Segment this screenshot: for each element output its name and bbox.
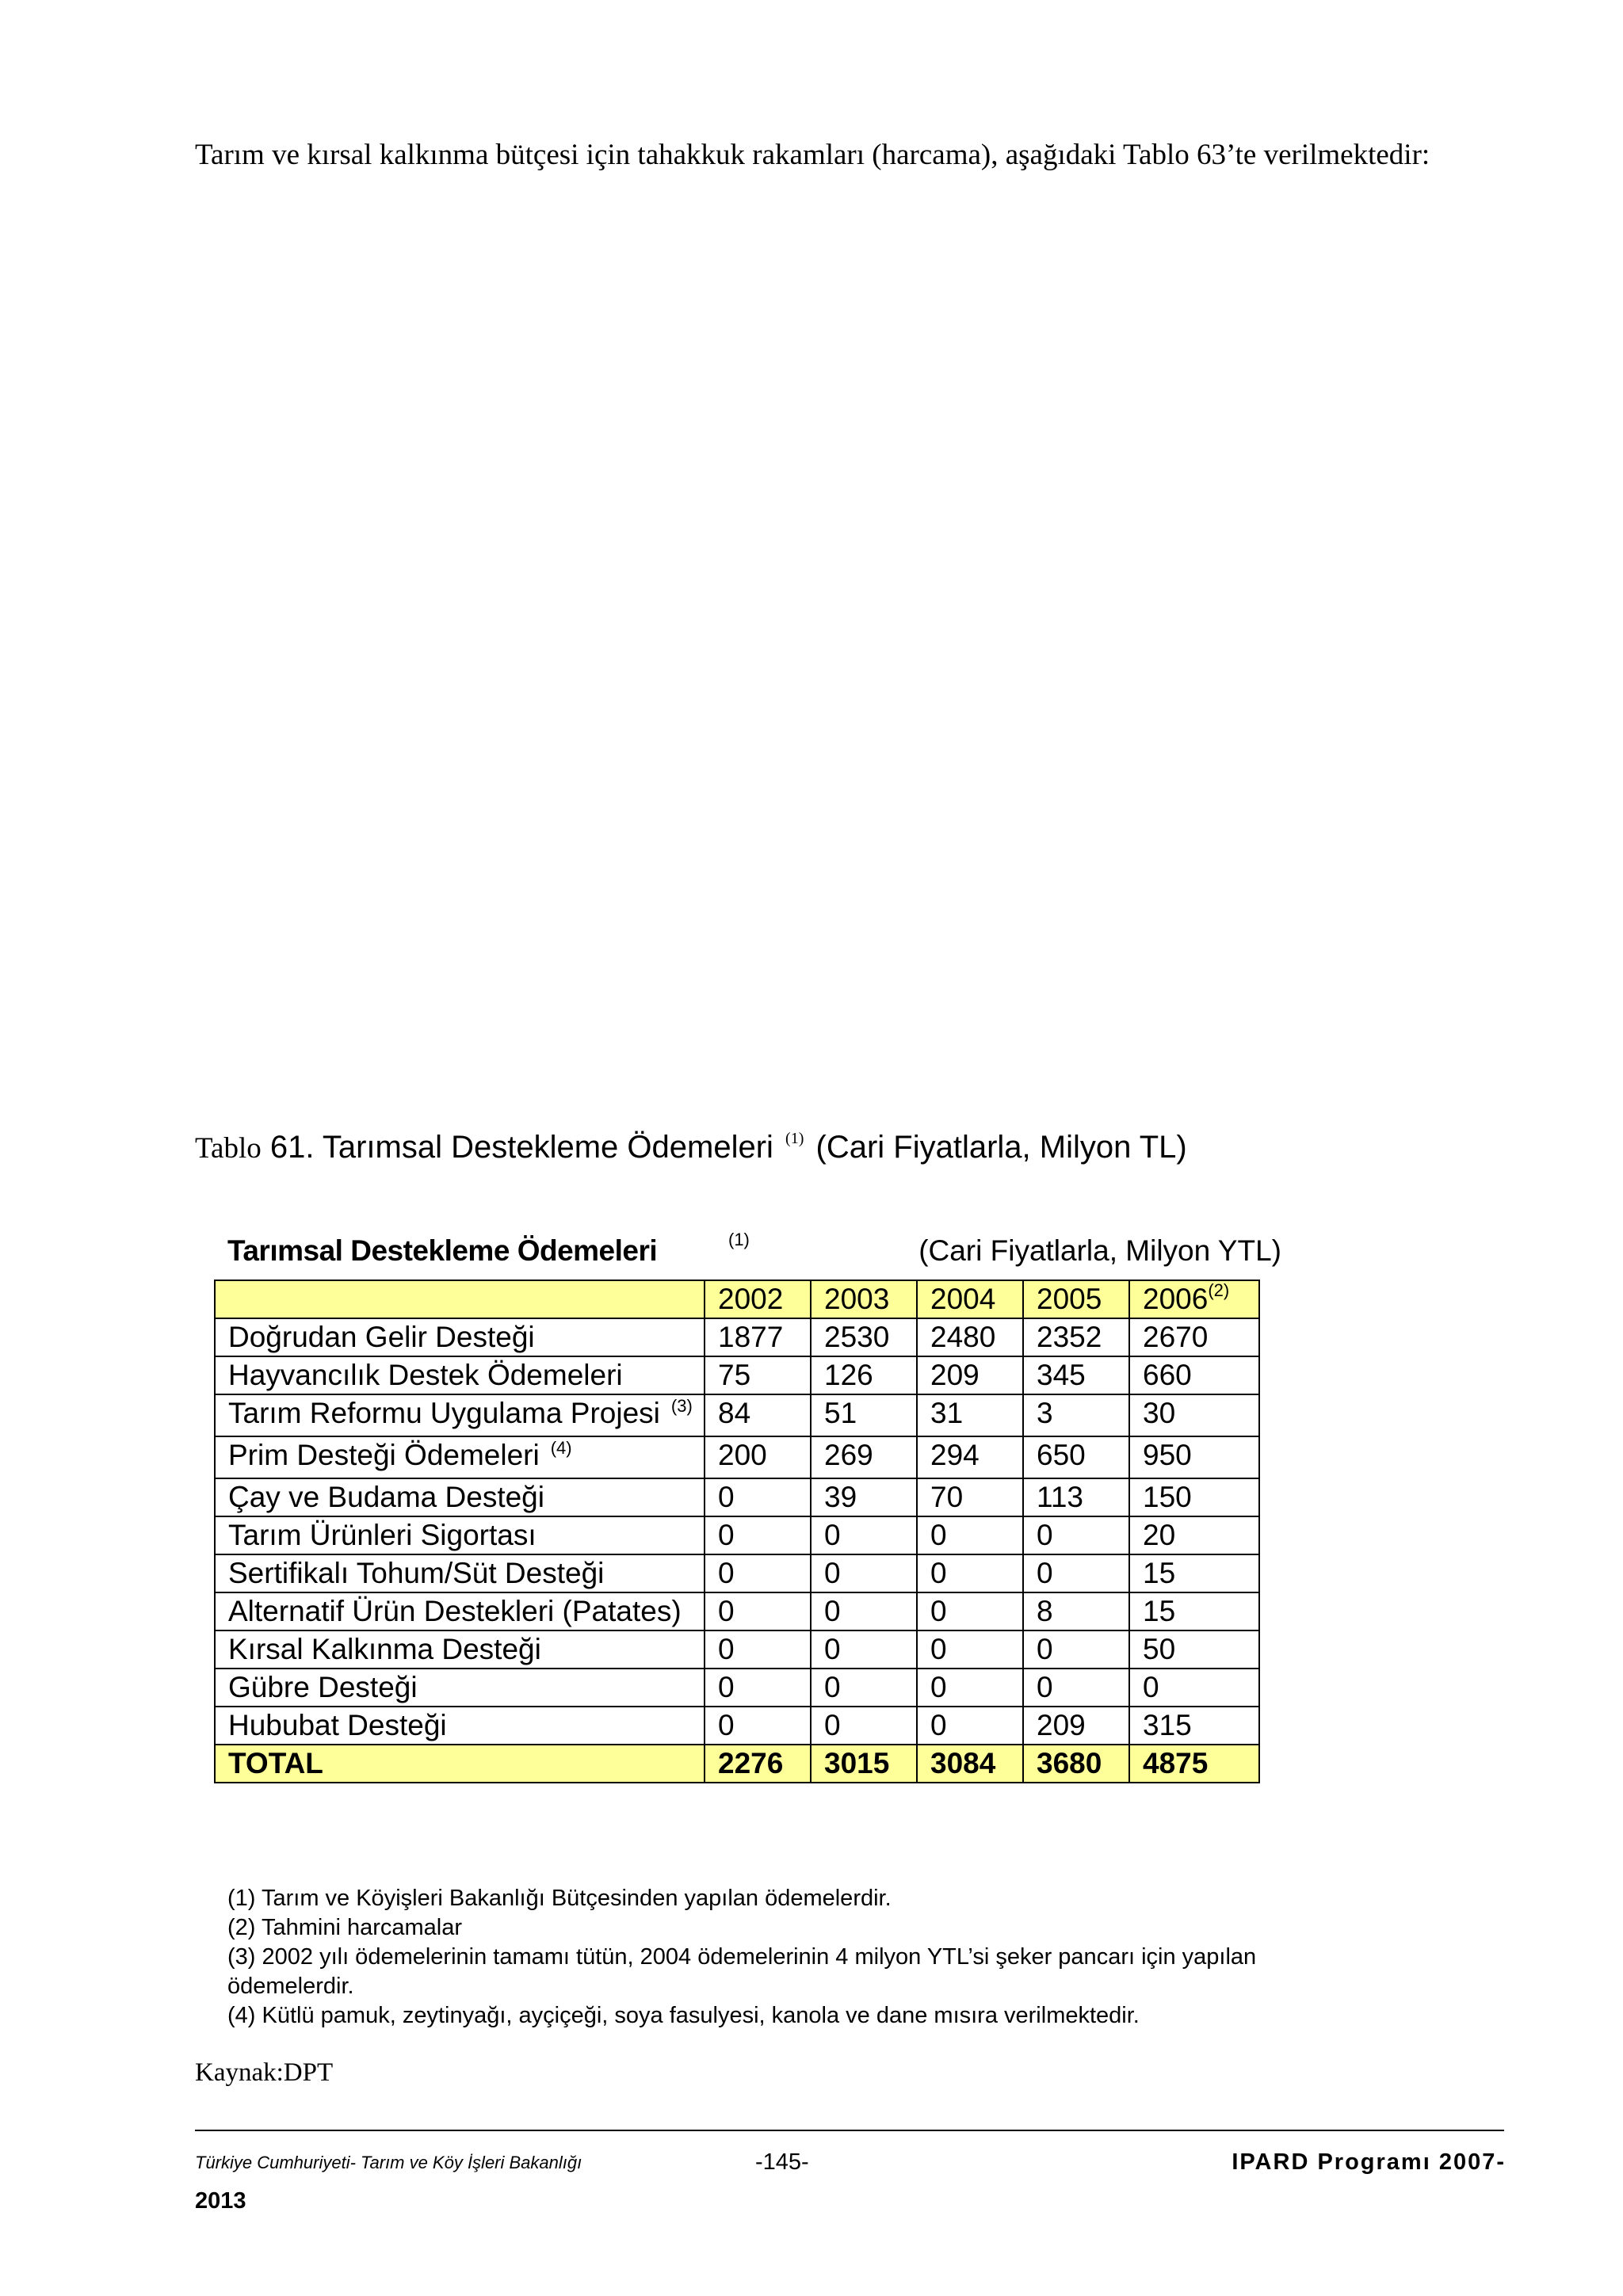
value-cell-2005: 345 xyxy=(1023,1356,1129,1394)
value-cell-2006: 950 xyxy=(1129,1436,1259,1478)
total-value-2002: 2276 xyxy=(705,1745,811,1783)
footer-ministry: Türkiye Cumhuriyeti- Tarım ve Köy İşleri Bakanlığı xyxy=(195,2153,582,2172)
value-cell-2004: 0 xyxy=(917,1516,1023,1554)
value-cell-2006: 0 xyxy=(1129,1669,1259,1707)
year-header-2006: 2006$^{(2)}$ xyxy=(1129,1280,1259,1318)
value-cell-2005: 650 xyxy=(1023,1436,1129,1478)
footer-divider xyxy=(195,2130,1504,2131)
page-number: -145- xyxy=(755,2149,809,2175)
table-row xyxy=(215,1554,1259,1592)
value-cell-2006: 660 xyxy=(1129,1356,1259,1394)
row-label: Tarım Reformu Uygulama Projesi $^{(3)}$ xyxy=(215,1394,705,1436)
value-cell-2003: 0 xyxy=(811,1592,917,1630)
footnote-2: (2) Tahmini harcamalar xyxy=(227,1915,463,1940)
table-units: (Cari Fiyatlarla, Milyon YTL) xyxy=(918,1234,1281,1267)
table-title-footnote-ref: (1) xyxy=(728,1230,750,1249)
value-cell-2004: 294 xyxy=(917,1436,1023,1478)
value-cell-2002: 1877 xyxy=(705,1318,811,1356)
value-cell-2002: 0 xyxy=(705,1478,811,1516)
value-cell-2002: 0 xyxy=(705,1516,811,1554)
value-cell-2003: 0 xyxy=(811,1707,917,1745)
value-cell-2003: 126 xyxy=(811,1356,917,1394)
year-footnote-ref: (2) xyxy=(1208,1280,1230,1300)
row-footnote-ref: (3) xyxy=(670,1396,693,1416)
footnote-3: (3) 2002 yılı ödemelerinin tamamı tütün, 2004 ödemelerinin 4 milyon YTL’si şeker pancarı için yapılan ödemelerdir. xyxy=(227,1944,1257,1999)
table-row xyxy=(215,1394,1259,1436)
value-cell-2004: 209 xyxy=(917,1356,1023,1394)
value-cell-2005: 3 xyxy=(1023,1394,1129,1436)
value-cell-2003: 39 xyxy=(811,1478,917,1516)
value-cell-2004: 2480 xyxy=(917,1318,1023,1356)
value-cell-2006: 150 xyxy=(1129,1478,1259,1516)
total-value-2004: 3084 xyxy=(917,1745,1023,1783)
caption-footnote-ref: (1) xyxy=(785,1130,804,1147)
table-row xyxy=(215,1516,1259,1554)
table-footnotes xyxy=(227,1884,1353,2031)
row-label: Kırsal Kalkınma Desteği xyxy=(215,1630,705,1669)
table-title: Tarımsal Destekleme Ödemeleri xyxy=(227,1234,658,1267)
table-row xyxy=(215,1478,1259,1516)
row-label: Hayvancılık Destek Ödemeleri xyxy=(215,1356,705,1394)
table-row xyxy=(215,1630,1259,1669)
value-cell-2004: 70 xyxy=(917,1478,1023,1516)
year-header-2002: 2002 xyxy=(705,1280,811,1318)
table-heading xyxy=(227,1230,1281,1276)
value-cell-2005: 0 xyxy=(1023,1630,1129,1669)
value-cell-2002: 84 xyxy=(705,1394,811,1436)
value-cell-2006: 2670 xyxy=(1129,1318,1259,1356)
source-line: Kaynak:DPT xyxy=(195,2058,334,2087)
value-cell-2005: 0 xyxy=(1023,1516,1129,1554)
value-cell-2006: 15 xyxy=(1129,1554,1259,1592)
row-label: Doğrudan Gelir Desteği xyxy=(215,1318,705,1356)
value-cell-2006: 315 xyxy=(1129,1707,1259,1745)
value-cell-2006: 20 xyxy=(1129,1516,1259,1554)
value-cell-2005: 209 xyxy=(1023,1707,1129,1745)
footnote-4: (4) Kütlü pamuk, zeytinyağı, ayçiçeği, soya fasulyesi, kanola ve dane mısıra verilmektedir. xyxy=(227,2003,1140,2028)
value-cell-2002: 0 xyxy=(705,1592,811,1630)
value-cell-2004: 0 xyxy=(917,1592,1023,1630)
value-cell-2005: 2352 xyxy=(1023,1318,1129,1356)
footer-programme-end-year: 2013 xyxy=(195,2188,246,2214)
value-cell-2003: 0 xyxy=(811,1630,917,1669)
value-cell-2003: 0 xyxy=(811,1669,917,1707)
table-header-row xyxy=(215,1280,1259,1318)
table-caption xyxy=(195,1119,1187,1169)
footer-programme: IPARD Programı 2007- xyxy=(1232,2149,1506,2175)
value-cell-2006: 30 xyxy=(1129,1394,1259,1436)
year-header-2003: 2003 xyxy=(811,1280,917,1318)
value-cell-2003: 0 xyxy=(811,1516,917,1554)
value-cell-2004: 31 xyxy=(917,1394,1023,1436)
caption-units: (Cari Fiyatlarla, Milyon TL) xyxy=(815,1130,1187,1165)
value-cell-2003: 51 xyxy=(811,1394,917,1436)
row-label: Çay ve Budama Desteği xyxy=(215,1478,705,1516)
value-cell-2003: 269 xyxy=(811,1436,917,1478)
value-cell-2002: 0 xyxy=(705,1669,811,1707)
row-label: Alternatif Ürün Destekleri (Patates) xyxy=(215,1592,705,1630)
value-cell-2005: 0 xyxy=(1023,1669,1129,1707)
table-row xyxy=(215,1436,1259,1478)
total-value-2003: 3015 xyxy=(811,1745,917,1783)
table-row xyxy=(215,1318,1259,1356)
value-cell-2003: 2530 xyxy=(811,1318,917,1356)
value-cell-2002: 75 xyxy=(705,1356,811,1394)
table-row xyxy=(215,1592,1259,1630)
value-cell-2006: 15 xyxy=(1129,1592,1259,1630)
total-row xyxy=(215,1745,1259,1783)
row-label: Hububat Desteği xyxy=(215,1707,705,1745)
total-value-2006: 4875 xyxy=(1129,1745,1259,1783)
row-footnote-ref: (4) xyxy=(550,1438,572,1458)
year-header-2005: 2005 xyxy=(1023,1280,1129,1318)
value-cell-2003: 0 xyxy=(811,1554,917,1592)
value-cell-2005: 0 xyxy=(1023,1554,1129,1592)
year-header-2004: 2004 xyxy=(917,1280,1023,1318)
row-label: Tarım Ürünleri Sigortası xyxy=(215,1516,705,1554)
header-empty-cell xyxy=(215,1280,705,1318)
value-cell-2005: 8 xyxy=(1023,1592,1129,1630)
total-label: TOTAL xyxy=(215,1745,705,1783)
value-cell-2004: 0 xyxy=(917,1707,1023,1745)
value-cell-2005: 113 xyxy=(1023,1478,1129,1516)
value-cell-2004: 0 xyxy=(917,1630,1023,1669)
value-cell-2002: 200 xyxy=(705,1436,811,1478)
total-value-2005: 3680 xyxy=(1023,1745,1129,1783)
caption-title: 61. Tarımsal Destekleme Ödemeleri xyxy=(269,1130,773,1165)
row-label: Gübre Desteği xyxy=(215,1669,705,1707)
caption-lead: Tablo xyxy=(195,1132,262,1165)
value-cell-2002: 0 xyxy=(705,1554,811,1592)
support-payments-table xyxy=(214,1280,1260,1783)
value-cell-2002: 0 xyxy=(705,1630,811,1669)
value-cell-2004: 0 xyxy=(917,1554,1023,1592)
footnote-1: (1) Tarım ve Köyişleri Bakanlığı Bütçesinden yapılan ödemelerdir. xyxy=(227,1886,892,1911)
value-cell-2004: 0 xyxy=(917,1669,1023,1707)
table-row xyxy=(215,1707,1259,1745)
value-cell-2006: 50 xyxy=(1129,1630,1259,1669)
row-label: Prim Desteği Ödemeleri $^{(4)}$ xyxy=(215,1436,705,1478)
row-label: Sertifikalı Tohum/Süt Desteği xyxy=(215,1554,705,1592)
table-row xyxy=(215,1356,1259,1394)
value-cell-2002: 0 xyxy=(705,1707,811,1745)
intro-paragraph: Tarım ve kırsal kalkınma bütçesi için tahakkuk rakamları (harcama), aşağıdaki Tablo 63’te verilmektedir: xyxy=(195,139,1430,171)
table-row xyxy=(215,1669,1259,1707)
